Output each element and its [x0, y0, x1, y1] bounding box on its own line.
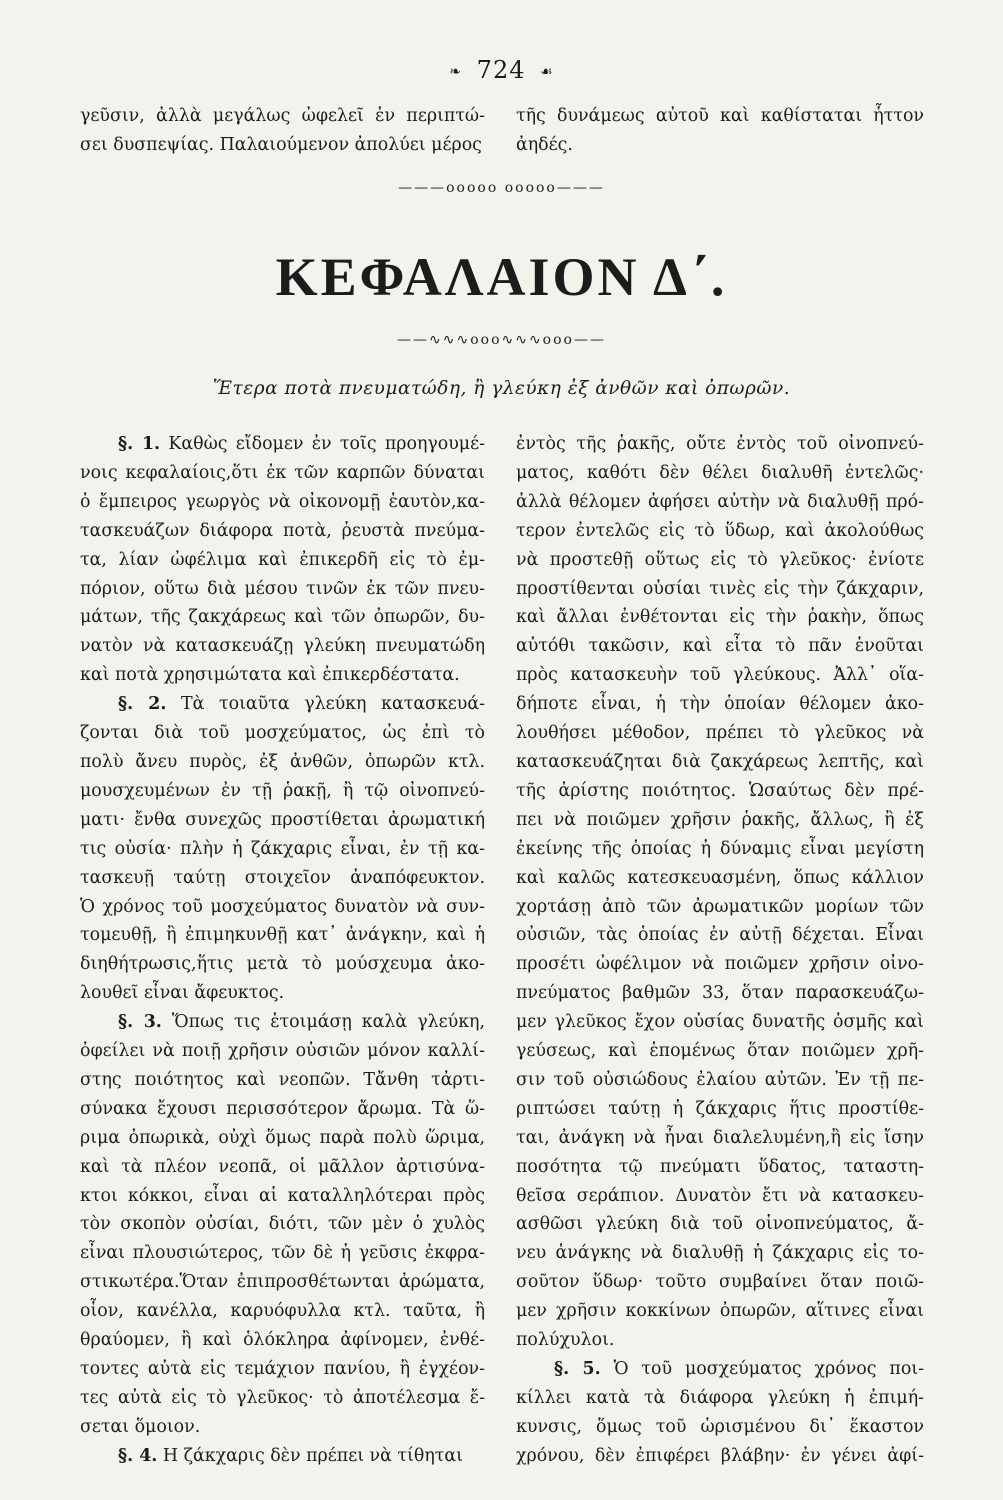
text-line: κυνσις, ὅμως τοῦ ὡρισμένου δι᾽ ἕκαστον — [516, 1416, 924, 1437]
left-text-column — [80, 430, 485, 1471]
ornamental-divider-top: ———ooooo ooooo——— — [398, 180, 605, 196]
text-line: ἐκείνης τῆς ὁποίας ἡ δύναμις εἶναι μεγίστη — [516, 838, 924, 859]
text-line: στικωτέρα.Ὅταν ἐπιπροσθέτωνται ἀρώματα, — [80, 1272, 485, 1293]
text-line: οἷον, κανέλλα, καρυόφυλλα κτλ. ταῦτα, ἢ — [80, 1301, 485, 1322]
text-line: λουθήσει μέθοδον, πρέπει τὸ γλεῦκος νὰ — [516, 723, 924, 744]
text-line: τασκευάζων διάφορα ποτὰ, ῥευστὰ πνεύμα- — [80, 520, 485, 541]
text-line: νὰ προστεθῇ οὕτως εἰς τὸ γλεῦκος· ἐνίοτε — [516, 549, 924, 570]
text-line: ὀφείλει νὰ ποιῇ χρῆσιν οὐσιῶν μόνον καλλί- — [80, 1041, 485, 1062]
text-line: τοντες αὐτὰ εἰς τεμάχιον πανίου, ἢ ἐγχέον- — [80, 1359, 485, 1379]
text-line: γεῦσιν, ἀλλὰ μεγάλως ὠφελεῖ ἐν περιπτώ- — [80, 106, 485, 126]
text-line: τα, λίαν ὠφέλιμα καὶ ἐπικερδῆ εἰς τὸ ἐμ- — [80, 549, 485, 570]
text-line: ἀηδές. — [516, 134, 573, 155]
text-line: §. 5. Ὁ τοῦ μοσχεύματος χρόνος ποι- — [554, 1359, 924, 1379]
text-line: Ὁ χρόνος τοῦ μοσχεύματος δυνατὸν νὰ συν- — [80, 896, 485, 917]
text-line: νευ ἀνάγκης νὰ διαλυθῇ ἡ ζάκχαρις εἰς το- — [516, 1243, 924, 1264]
text-line: νοις κεφαλαίοις,ὅτι ἐκ τῶν καρπῶν δύναται — [80, 462, 485, 483]
chapter-title: ΚΕΦΑΛΑΙΟΝ Δ΄. — [275, 247, 728, 307]
text-line: κτοι κόκκοι, εἶναι αἱ καταλληλότεραι πρὸς — [80, 1185, 485, 1206]
text-line: σοῦτον ὕδωρ· τοῦτο συμβαίνει ὅταν ποιῶ- — [516, 1272, 924, 1293]
text-line: πνεύματος βαθμῶν 33, ὅταν παρασκευάζω- — [516, 983, 924, 1004]
text-line: ἀλλὰ θέλομεν ἀφήσει αὐτὴν νὰ διαλυθῇ πρό- — [516, 491, 924, 512]
text-line: προσέτι ὠφέλιμον νὰ ποιῶμεν χρῆσιν οἰνο- — [516, 954, 924, 975]
text-line: πρὸς κατασκευὴν τοῦ γλεύκους. Ἀλλ᾽ οἵα- — [516, 665, 924, 686]
text-line: εἶναι πλουσιώτερος, τῶν δὲ ἡ γεῦσις ἐκφρα- — [80, 1243, 485, 1264]
section-number: §. 4. — [118, 1445, 158, 1466]
text-line: καὶ τὰ πλέον νεοπᾶ, οἱ μᾶλλον ἀρτισύνα- — [80, 1156, 485, 1177]
text-line: μεν γλεῦκος ἔχον οὐσίας δυνατῆς ὀσμῆς καὶ — [516, 1012, 924, 1033]
text-line: προστίθενται οὐσίαι τινὲς εἰς τὴν ζάκχαριν, — [516, 578, 924, 599]
text-line: αὐτόθι τακῶσιν, καὶ εἶτα τὸ πᾶν ἑνοῦται — [516, 636, 924, 657]
ornamental-divider-bottom: ——∿∿∿ooo∿∿∿ooo—— — [397, 332, 606, 348]
chapter-subtitle: Ἕτερα ποτὰ πνευματώδη, ἢ γλεύκη ἐξ ἀνθῶν καὶ ὀπωρῶν. — [212, 378, 791, 399]
text-line: τῆς δυνάμεως αὐτοῦ καὶ καθίσταται ἧττον — [516, 106, 924, 126]
text-line: σει δυσπεψίας. Παλαιούμενον ἀπολύει μέρος — [80, 134, 482, 155]
text-line: πολὺ ἄνευ πυρὸς, ἐξ ἀνθῶν, ὀπωρῶν κτλ. — [80, 751, 485, 772]
text-line: νατὸν νὰ κατασκευάζῃ γλεύκη πνευματώδη — [80, 636, 485, 657]
top-right-column — [516, 102, 924, 160]
text-line: πόριον, οὕτω διὰ μέσου τινῶν ἐκ τῶν πνευ- — [80, 578, 485, 599]
right-text-column — [516, 430, 924, 1471]
section-number: §. 1. — [118, 434, 161, 454]
text-line: καὶ ἄλλαι ἐνθέτονται εἰς τὴν ῥακὴν, ὅπως — [516, 607, 924, 628]
text-line: σύνακα ἔχουσι περισσότερον ἄρωμα. Τὰ ὥ- — [80, 1098, 485, 1119]
text-line: μεν χρῆσιν κοκκίνων ὀπωρῶν, αἵτινες εἶναι — [516, 1301, 924, 1322]
text-line: ὁ ἔμπειρος γεωργὸς νὰ οἰκονομῇ ἑαυτὸν,κα- — [80, 491, 485, 512]
text-line: λουθεῖ εἶναι ἄφευκτος. — [80, 983, 285, 1004]
text-line: τομευθῇ, ἢ ἐπιμηκυνθῇ κατ᾽ ἀνάγκην, καὶ ἡ — [80, 925, 485, 946]
section-number: §. 2. — [118, 694, 167, 715]
text-line: ποσότητα τῷ πνεύματι ὕδατος, ταταστη- — [516, 1156, 924, 1177]
text-line: πολύχυλοι. — [516, 1330, 615, 1351]
text-line: χρόνου, δὲν ἐπιφέρει βλάβην· ἐν γένει ἀφί- — [516, 1445, 924, 1466]
text-line: μάτων, τῆς ζακχάρεως καὶ τῶν ὀπωρῶν, δυ- — [80, 607, 485, 628]
top-left-column — [80, 102, 485, 160]
text-line: ματι· ἔνθα συνεχῶς προστίθεται ἀρωματική — [80, 809, 485, 830]
text-line: ριπτώσει ταύτῃ ἡ ζάκχαρις ἥτις προστίθε- — [516, 1098, 924, 1119]
text-line: τῆς ἀρίστης ποιότητος. Ὡσαύτως δὲν πρέ- — [516, 780, 924, 801]
text-line: ριμα ὀπωρικὰ, οὐχὶ ὅμως παρὰ πολὺ ὥριμα, — [80, 1127, 485, 1148]
text-line: στης ποιότητος καὶ νεοπῶν. Τἄνθη τἀρτι- — [80, 1069, 485, 1090]
text-line: γεύσεως, καὶ ἑπομένως ὅταν ποιῶμεν χρῆ- — [516, 1041, 924, 1062]
text-line: §. 4. Η ζάκχαρις δὲν πρέπει νὰ τίθηται — [118, 1445, 463, 1466]
text-line: §. 1. Καθὼς εἴδομεν ἐν τοῖς προηγουμέ- — [118, 434, 485, 454]
text-line: κίλλει κατὰ τὰ διάφορα γλεύκη ἡ ἐπιμή- — [516, 1387, 924, 1408]
text-line: θραύομεν, ἢ καὶ ὁλόκληρα ἀφίνομεν, ἐνθέ- — [80, 1330, 485, 1351]
text-line: ματος, καθότι δὲν θέλει διαλυθῆ ἐντελῶς· — [516, 462, 924, 483]
text-line: καὶ καλῶς κατεσκευασμένη, ὅπως κάλλιον — [516, 867, 924, 888]
text-line: τὸν σκοπὸν οὐσίαι, διότι, τῶν μὲν ὁ χυλὸς — [80, 1214, 485, 1235]
text-line: ται, ἀνάγκη νὰ ἦναι διαλελυμένη,ἢ εἰς ἴσην — [516, 1127, 924, 1148]
text-line: κατασκευάζηται διὰ ζακχάρεως λεπτῆς, καὶ — [516, 751, 924, 772]
page-number — [0, 56, 1003, 84]
section-number: §. 3. — [118, 1012, 162, 1033]
page-number-text: 724 — [476, 56, 526, 84]
text-line: τασκευῇ ταύτῃ στοιχεῖον ἀναπόφευκτον. — [80, 867, 485, 888]
text-line: χορτάσῃ ἀπὸ τῶν ἀρωματικῶν μορίων τῶν — [516, 896, 924, 917]
text-line: σεται ὅμοιον. — [80, 1416, 201, 1437]
text-line: διηθήτρωσις,ἥτις μετὰ τὸ μούσχευμα ἀκο- — [80, 954, 485, 975]
text-line: §. 2. Τὰ τοιαῦτα γλεύκη κατασκευά- — [118, 694, 485, 715]
text-line: πει νὰ ποιῶμεν χρῆσιν ῥακῆς, ἄλλως, ἢ ἐξ — [516, 809, 924, 830]
text-line: §. 3. Ὅπως τις ἑτοιμάσῃ καλὰ γλεύκη, — [118, 1012, 486, 1033]
text-line: ἐντὸς τῆς ῥακῆς, οὔτε ἐντὸς τοῦ οἰνοπνεύ- — [516, 434, 924, 454]
text-line: καὶ ποτὰ χρησιμώτατα καὶ ἐπικερδέστατα. — [80, 665, 460, 686]
ornament-right-icon: ☙ — [540, 63, 554, 80]
section-number: §. 5. — [554, 1359, 601, 1379]
text-line: σιν τοῦ οὐσιώδους ἐλαίου αὐτῶν. Ἐν τῇ πε- — [516, 1069, 924, 1090]
text-line: μουσχευμένων ἐν τῇ ῥακῇ, ἢ τῷ οἰνοπνεύ- — [80, 780, 485, 801]
text-line: τις οὐσία· πλὴν ἡ ζάκχαρις εἶναι, ἐν τῇ κα- — [80, 838, 485, 859]
text-line: θεῖσα σεράπιον. Δυνατὸν ἔτι νὰ κατασκευ- — [516, 1185, 924, 1206]
text-line: δήποτε εἶναι, ἡ τὴν ὁποίαν θέλομεν ἀκο- — [516, 694, 924, 715]
text-line: οὐσιῶν, τὰς ὁποίας ἐν αὐτῇ δέχεται. Εἶναι — [516, 925, 924, 946]
text-line: τες αὐτὰ εἰς τὸ γλεῦκος· τὸ ἀποτέλεσμα ἔ- — [80, 1387, 485, 1408]
text-line: τερον ἐντελῶς εἰς τὸ ὕδωρ, καὶ ἀκολούθως — [516, 520, 924, 541]
ornament-left-icon: ❧ — [449, 63, 463, 80]
text-line: ασθῶσι γλεύκη διὰ τοῦ οἰνοπνεύματος, ἄ- — [516, 1214, 924, 1235]
text-line: ζονται διὰ τοῦ μοσχεύματος, ὡς ἐπὶ τὸ — [80, 723, 485, 744]
